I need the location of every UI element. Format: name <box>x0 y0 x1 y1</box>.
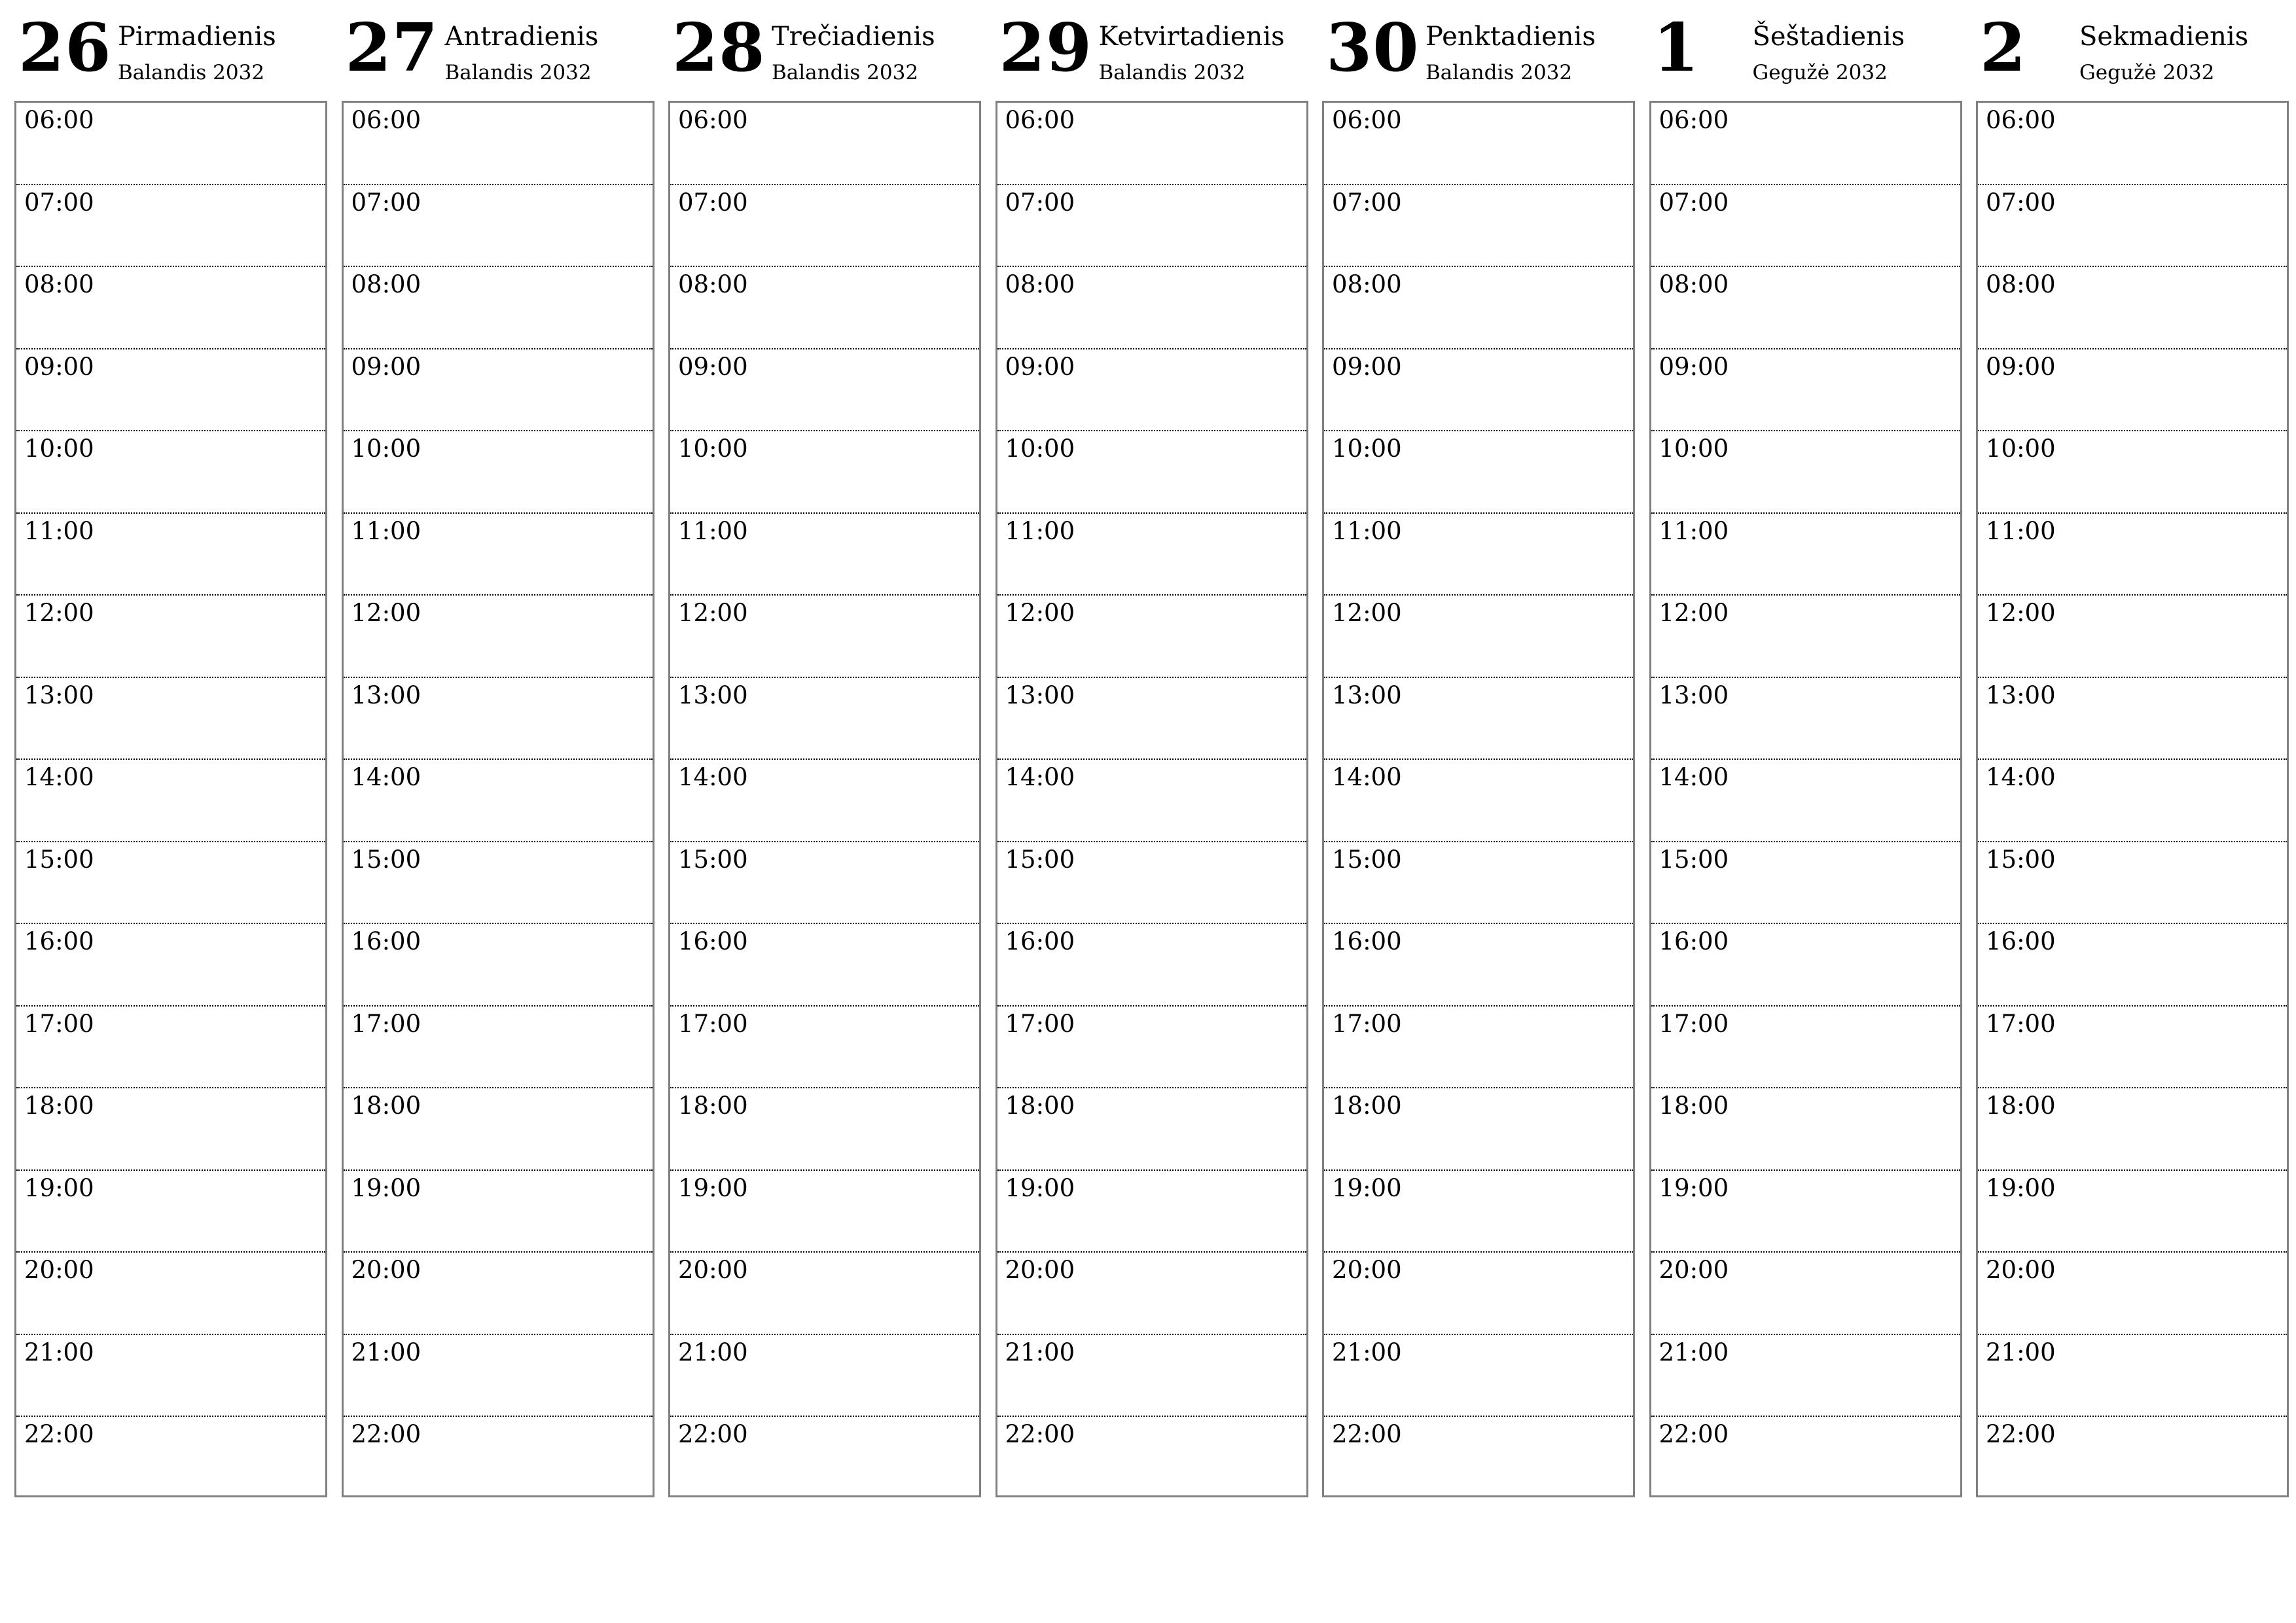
day-header <box>1649 0 1962 101</box>
hour-slot <box>1651 267 1960 349</box>
hour-slot <box>1978 760 2287 842</box>
hour-slot <box>1651 1007 1960 1089</box>
hour-label: 08:00 <box>351 270 422 298</box>
hour-grid <box>1649 101 1962 1497</box>
hour-slot <box>1651 514 1960 596</box>
hour-label: 18:00 <box>24 1092 94 1120</box>
hour-slot <box>670 924 979 1007</box>
hour-label: 12:00 <box>1659 599 1729 627</box>
hour-label: 21:00 <box>1332 1338 1402 1366</box>
hour-label: 12:00 <box>678 599 748 627</box>
day-name: Ketvirtadienis <box>1098 22 1285 52</box>
hour-label: 22:00 <box>1332 1420 1402 1448</box>
hour-label: 18:00 <box>1659 1092 1729 1120</box>
hour-slot <box>1324 1417 1633 1499</box>
hour-slot <box>1651 1253 1960 1335</box>
hour-slot <box>997 596 1306 678</box>
day-month-year: Gegužė 2032 <box>1752 61 1888 84</box>
day-column <box>342 0 655 1448</box>
hour-slot <box>1651 185 1960 268</box>
hour-label: 06:00 <box>351 106 422 134</box>
hour-label: 17:00 <box>1005 1009 1075 1038</box>
hour-slot <box>1978 267 2287 349</box>
hour-label: 13:00 <box>678 681 748 709</box>
hour-label: 08:00 <box>1332 270 1402 298</box>
hour-label: 20:00 <box>678 1256 748 1284</box>
hour-label: 08:00 <box>1005 270 1075 298</box>
day-name: Sekmadienis <box>2079 22 2249 52</box>
hour-slot <box>1651 1335 1960 1418</box>
hour-slot <box>16 1417 325 1499</box>
day-month-year: Balandis 2032 <box>118 61 265 84</box>
day-number: 1 <box>1653 9 1700 86</box>
hour-slot <box>997 842 1306 925</box>
hour-slot <box>997 103 1306 185</box>
hour-slot <box>997 1171 1306 1253</box>
hour-label: 12:00 <box>1986 599 2056 627</box>
hour-slot <box>1978 842 2287 925</box>
hour-label: 09:00 <box>24 352 94 381</box>
hour-label: 12:00 <box>1005 599 1075 627</box>
hour-label: 10:00 <box>351 435 422 463</box>
day-number: 28 <box>672 9 766 86</box>
hour-label: 15:00 <box>24 845 94 874</box>
hour-label: 13:00 <box>1986 681 2056 709</box>
hour-label: 17:00 <box>24 1009 94 1038</box>
hour-slot <box>670 1088 979 1171</box>
hour-slot <box>1324 514 1633 596</box>
hour-label: 06:00 <box>1659 106 1729 134</box>
day-name: Šeštadienis <box>1752 22 1905 52</box>
hour-label: 11:00 <box>1332 516 1402 545</box>
day-column <box>996 0 1308 1448</box>
hour-label: 06:00 <box>24 106 94 134</box>
hour-label: 22:00 <box>1986 1420 2056 1448</box>
hour-label: 07:00 <box>351 188 422 217</box>
day-month-year: Balandis 2032 <box>1426 61 1573 84</box>
hour-slot <box>1324 760 1633 842</box>
hour-slot <box>670 678 979 760</box>
hour-label: 21:00 <box>1005 1338 1075 1366</box>
hour-slot <box>16 596 325 678</box>
hour-slot <box>344 349 653 432</box>
day-number: 27 <box>345 9 439 86</box>
hour-slot <box>344 678 653 760</box>
hour-label: 16:00 <box>24 927 94 955</box>
hour-slot <box>344 1088 653 1171</box>
hour-slot <box>16 431 325 514</box>
hour-label: 11:00 <box>678 516 748 545</box>
hour-slot <box>1651 349 1960 432</box>
hour-label: 15:00 <box>678 845 748 874</box>
hour-slot <box>16 1007 325 1089</box>
hour-slot <box>1978 1417 2287 1499</box>
hour-slot <box>1651 1088 1960 1171</box>
hour-slot <box>997 1007 1306 1089</box>
day-name: Penktadienis <box>1426 22 1596 52</box>
hour-label: 13:00 <box>1659 681 1729 709</box>
hour-slot <box>16 760 325 842</box>
hour-label: 21:00 <box>1659 1338 1729 1366</box>
day-header <box>342 0 655 101</box>
day-month-year: Gegužė 2032 <box>2079 61 2215 84</box>
hour-slot <box>344 514 653 596</box>
hour-label: 20:00 <box>1659 1256 1729 1284</box>
hour-label: 07:00 <box>1005 188 1075 217</box>
hour-slot <box>670 596 979 678</box>
hour-label: 13:00 <box>24 681 94 709</box>
hour-label: 18:00 <box>351 1092 422 1120</box>
hour-label: 21:00 <box>1986 1338 2056 1366</box>
hour-slot <box>997 1417 1306 1499</box>
day-name: Trečiadienis <box>772 22 935 52</box>
hour-slot <box>670 185 979 268</box>
hour-label: 17:00 <box>678 1009 748 1038</box>
hour-slot <box>344 1253 653 1335</box>
hour-slot <box>670 842 979 925</box>
hour-slot <box>997 924 1306 1007</box>
hour-label: 14:00 <box>1005 763 1075 791</box>
hour-slot <box>344 1335 653 1418</box>
hour-slot <box>344 431 653 514</box>
hour-label: 16:00 <box>1005 927 1075 955</box>
hour-label: 09:00 <box>1005 352 1075 381</box>
hour-slot <box>1324 185 1633 268</box>
hour-label: 10:00 <box>24 435 94 463</box>
hour-slot <box>16 1253 325 1335</box>
hour-label: 22:00 <box>351 1420 422 1448</box>
hour-label: 06:00 <box>1005 106 1075 134</box>
hour-label: 07:00 <box>24 188 94 217</box>
hour-label: 19:00 <box>351 1173 422 1202</box>
hour-slot <box>997 678 1306 760</box>
hour-label: 21:00 <box>678 1338 748 1366</box>
hour-slot <box>16 103 325 185</box>
hour-slot <box>16 514 325 596</box>
hour-label: 09:00 <box>1986 352 2056 381</box>
hour-slot <box>16 842 325 925</box>
hour-label: 18:00 <box>1005 1092 1075 1120</box>
hour-slot <box>1324 1171 1633 1253</box>
hour-slot <box>1651 842 1960 925</box>
hour-slot <box>670 1253 979 1335</box>
day-column <box>668 0 981 1448</box>
hour-label: 17:00 <box>1332 1009 1402 1038</box>
hour-label: 08:00 <box>1986 270 2056 298</box>
hour-slot <box>1324 678 1633 760</box>
day-month-year: Balandis 2032 <box>1098 61 1246 84</box>
hour-label: 12:00 <box>1332 599 1402 627</box>
hour-slot <box>1324 349 1633 432</box>
hour-slot <box>344 842 653 925</box>
hour-slot <box>16 185 325 268</box>
hour-label: 12:00 <box>351 599 422 627</box>
hour-slot <box>1978 431 2287 514</box>
hour-slot <box>997 760 1306 842</box>
hour-label: 17:00 <box>351 1009 422 1038</box>
hour-label: 09:00 <box>1332 352 1402 381</box>
hour-label: 19:00 <box>1659 1173 1729 1202</box>
hour-slot <box>997 514 1306 596</box>
hour-slot <box>997 349 1306 432</box>
hour-slot <box>670 760 979 842</box>
day-header <box>668 0 981 101</box>
day-name: Pirmadienis <box>118 22 276 52</box>
hour-label: 16:00 <box>351 927 422 955</box>
hour-slot <box>1651 1417 1960 1499</box>
hour-label: 06:00 <box>678 106 748 134</box>
hour-label: 14:00 <box>1659 763 1729 791</box>
day-number: 29 <box>999 9 1093 86</box>
hour-slot <box>16 678 325 760</box>
hour-slot <box>670 514 979 596</box>
hour-label: 10:00 <box>1005 435 1075 463</box>
hour-label: 09:00 <box>1659 352 1729 381</box>
hour-slot <box>670 103 979 185</box>
hour-label: 11:00 <box>1005 516 1075 545</box>
hour-slot <box>344 103 653 185</box>
hour-slot <box>670 1335 979 1418</box>
hour-label: 10:00 <box>1332 435 1402 463</box>
hour-slot <box>344 760 653 842</box>
hour-label: 19:00 <box>1986 1173 2056 1202</box>
hour-label: 15:00 <box>1659 845 1729 874</box>
hour-slot <box>670 267 979 349</box>
hour-label: 21:00 <box>351 1338 422 1366</box>
hour-slot <box>16 1088 325 1171</box>
hour-slot <box>1651 103 1960 185</box>
hour-label: 12:00 <box>24 599 94 627</box>
hour-slot <box>997 267 1306 349</box>
hour-label: 17:00 <box>1659 1009 1729 1038</box>
hour-slot <box>1978 678 2287 760</box>
hour-label: 10:00 <box>1986 435 2056 463</box>
hour-slot <box>997 1253 1306 1335</box>
day-name: Antradienis <box>444 22 599 52</box>
hour-slot <box>670 431 979 514</box>
day-column <box>14 0 327 1448</box>
hour-slot <box>344 185 653 268</box>
hour-slot <box>1978 514 2287 596</box>
hour-label: 19:00 <box>1332 1173 1402 1202</box>
hour-slot <box>1651 924 1960 1007</box>
hour-slot <box>670 349 979 432</box>
hour-grid <box>996 101 1308 1497</box>
hour-slot <box>1324 596 1633 678</box>
hour-slot <box>16 924 325 1007</box>
hour-label: 16:00 <box>1986 927 2056 955</box>
hour-label: 10:00 <box>678 435 748 463</box>
hour-label: 15:00 <box>1332 845 1402 874</box>
day-header <box>14 0 327 101</box>
hour-label: 11:00 <box>24 516 94 545</box>
day-header <box>1322 0 1635 101</box>
hour-label: 07:00 <box>1332 188 1402 217</box>
day-header <box>996 0 1308 101</box>
hour-slot <box>1324 924 1633 1007</box>
hour-slot <box>1324 1007 1633 1089</box>
hour-label: 15:00 <box>351 845 422 874</box>
hour-label: 14:00 <box>1986 763 2056 791</box>
hour-label: 06:00 <box>1332 106 1402 134</box>
hour-label: 11:00 <box>351 516 422 545</box>
hour-label: 20:00 <box>24 1256 94 1284</box>
hour-slot <box>670 1171 979 1253</box>
hour-label: 13:00 <box>1332 681 1402 709</box>
hour-label: 15:00 <box>1986 845 2056 874</box>
hour-label: 14:00 <box>678 763 748 791</box>
hour-label: 16:00 <box>1659 927 1729 955</box>
hour-slot <box>1324 1253 1633 1335</box>
hour-label: 19:00 <box>1005 1173 1075 1202</box>
hour-label: 08:00 <box>1659 270 1729 298</box>
hour-slot <box>344 1007 653 1089</box>
hour-label: 08:00 <box>24 270 94 298</box>
hour-label: 11:00 <box>1986 516 2056 545</box>
hour-slot <box>1978 1253 2287 1335</box>
hour-slot <box>670 1007 979 1089</box>
hour-slot <box>997 431 1306 514</box>
hour-label: 20:00 <box>1005 1256 1075 1284</box>
hour-label: 14:00 <box>351 763 422 791</box>
hour-slot <box>1324 842 1633 925</box>
hour-label: 09:00 <box>351 352 422 381</box>
hour-slot <box>1651 596 1960 678</box>
hour-slot <box>1651 678 1960 760</box>
hour-label: 11:00 <box>1659 516 1729 545</box>
hour-grid <box>1322 101 1635 1497</box>
hour-slot <box>1651 431 1960 514</box>
hour-slot <box>997 185 1306 268</box>
hour-label: 18:00 <box>1332 1092 1402 1120</box>
day-column <box>1649 0 1962 1448</box>
day-header <box>1976 0 2289 101</box>
day-number: 30 <box>1326 9 1420 86</box>
day-column <box>1322 0 1635 1448</box>
day-number: 26 <box>18 9 112 86</box>
hour-label: 06:00 <box>1986 106 2056 134</box>
hour-label: 19:00 <box>678 1173 748 1202</box>
hour-slot <box>997 1335 1306 1418</box>
hour-slot <box>1651 1171 1960 1253</box>
hour-grid <box>668 101 981 1497</box>
hour-slot <box>997 1088 1306 1171</box>
hour-slot <box>1978 1171 2287 1253</box>
hour-label: 16:00 <box>1332 927 1402 955</box>
hour-slot <box>16 1335 325 1418</box>
hour-label: 22:00 <box>1005 1420 1075 1448</box>
hour-slot <box>1324 267 1633 349</box>
hour-slot <box>1978 349 2287 432</box>
hour-label: 08:00 <box>678 270 748 298</box>
hour-slot <box>16 267 325 349</box>
hour-slot <box>670 1417 979 1499</box>
hour-label: 09:00 <box>678 352 748 381</box>
hour-slot <box>1978 1088 2287 1171</box>
hour-label: 19:00 <box>24 1173 94 1202</box>
hour-label: 14:00 <box>24 763 94 791</box>
day-month-year: Balandis 2032 <box>772 61 919 84</box>
hour-grid <box>14 101 327 1497</box>
hour-slot <box>1324 1088 1633 1171</box>
hour-slot <box>1978 596 2287 678</box>
day-number: 2 <box>1980 9 2027 86</box>
hour-label: 18:00 <box>1986 1092 2056 1120</box>
hour-slot <box>344 1171 653 1253</box>
hour-label: 13:00 <box>1005 681 1075 709</box>
hour-label: 18:00 <box>678 1092 748 1120</box>
hour-label: 07:00 <box>678 188 748 217</box>
day-month-year: Balandis 2032 <box>444 61 592 84</box>
hour-slot <box>1978 924 2287 1007</box>
hour-label: 15:00 <box>1005 845 1075 874</box>
hour-label: 14:00 <box>1332 763 1402 791</box>
hour-label: 13:00 <box>351 681 422 709</box>
hour-slot <box>16 349 325 432</box>
hour-slot <box>1324 1335 1633 1418</box>
hour-label: 16:00 <box>678 927 748 955</box>
hour-label: 07:00 <box>1986 188 2056 217</box>
hour-slot <box>344 596 653 678</box>
hour-grid <box>342 101 655 1497</box>
hour-label: 17:00 <box>1986 1009 2056 1038</box>
hour-slot <box>1978 1007 2287 1089</box>
hour-label: 20:00 <box>1986 1256 2056 1284</box>
hour-label: 22:00 <box>24 1420 94 1448</box>
hour-slot <box>1978 1335 2287 1418</box>
hour-slot <box>344 267 653 349</box>
hour-label: 10:00 <box>1659 435 1729 463</box>
hour-slot <box>1324 431 1633 514</box>
hour-slot <box>344 924 653 1007</box>
hour-slot <box>16 1171 325 1253</box>
hour-label: 22:00 <box>1659 1420 1729 1448</box>
hour-slot <box>1651 760 1960 842</box>
hour-slot <box>1324 103 1633 185</box>
hour-label: 22:00 <box>678 1420 748 1448</box>
hour-label: 20:00 <box>1332 1256 1402 1284</box>
hour-grid <box>1976 101 2289 1497</box>
hour-slot <box>1978 185 2287 268</box>
hour-slot <box>344 1417 653 1499</box>
hour-label: 20:00 <box>351 1256 422 1284</box>
hour-slot <box>1978 103 2287 185</box>
hour-label: 21:00 <box>24 1338 94 1366</box>
hour-label: 07:00 <box>1659 188 1729 217</box>
day-column <box>1976 0 2289 1448</box>
